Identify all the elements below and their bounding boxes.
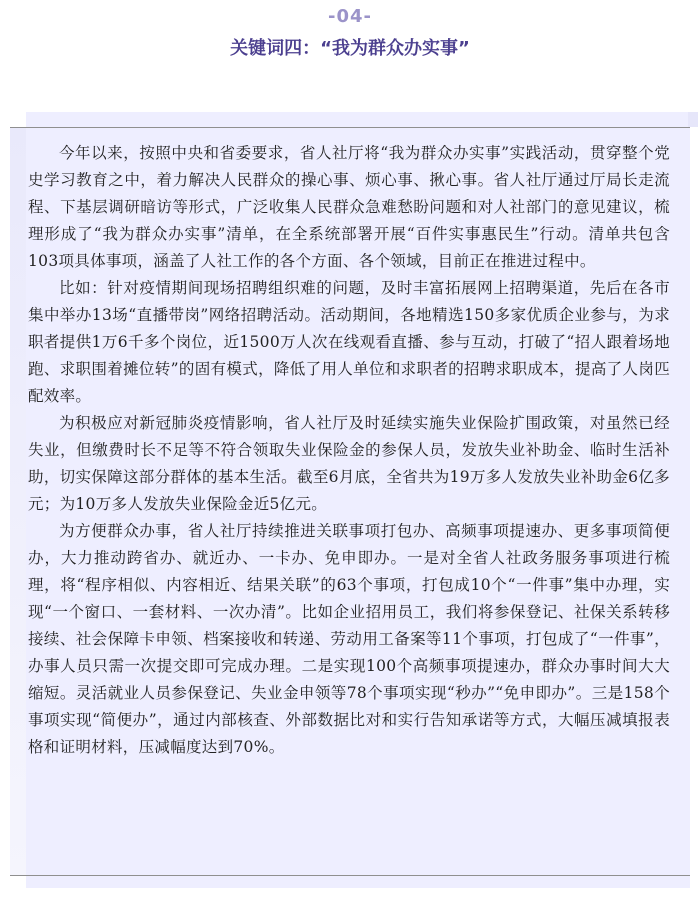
panel-right-shade [688, 112, 698, 127]
paragraph-2: 比如：针对疫情期间现场招聘组织难的问题，及时丰富拓展网上招聘渠道，先后在各市集中举办13场“直播带岗”网络招聘活动。活动期间，各地精选150多家优质企业参与，为求职者提供1万6千多个岗位，近1500万人次在线观看直播、参与互动，打破了“招人跟着场地跑、求职围着摊位转”的固有模式，降低了用人单位和求职者的招聘求职成本，提高了人岗匹配效率。 [28, 279, 670, 405]
section-number: -04- [328, 6, 372, 27]
paragraph-1: 今年以来，按照中央和省委要求，省人社厅将“我为群众办实事”实践活动，贯穿整个党史学习教育之中，着力解决人民群众的操心事、烦心事、揪心事。省人社厅通过厅局长走流程、下基层调研暗访等形式，广泛收集人民群众急难愁盼问题和对人社部门的意见建议，梳理形成了“我为群众办实事”清单，在全系统部署开展“百件实事惠民生”行动。清单共包含103项具体事项，涵盖了人社工作的各个方面、各个领域，目前正在推进过程中。 [28, 144, 670, 270]
article-body [28, 140, 670, 761]
paragraph-4: 为方便群众办事，省人社厅持续推进关联事项打包办、高频事项提速办、更多事项简便办，大力推动跨省办、就近办、一卡办、免申即办。一是对全省人社政务服务事项进行梳理，将“程序相似、内容相近、结果关联”的63个事项，打包成10个“一件事”集中办理，实现“一个窗口、一套材料、一次办清”。比如企业招用员工，我们将参保登记、社保关系转移接续、社会保障卡申领、档案接收和转递、劳动用工备案等11个事项，打包成了“一件事”，办事人员只需一次提交即可完成办理。二是实现100个高频事项提速办，群众办事时间大大缩短。灵活就业人员参保登记、失业金申领等78个事项实现“秒办”“免申即办”。三是158个事项实现“简便办”，通过内部核查、外部数据比对和实行告知承诺等方式，大幅压减填报表格和证明材料，压减幅度达到70%。 [28, 522, 670, 756]
top-divider [10, 127, 690, 128]
section-title: 关键词四：“我为群众办实事” [230, 38, 470, 59]
bottom-divider [10, 875, 690, 876]
paragraph-3: 为积极应对新冠肺炎疫情影响，省人社厅及时延续实施失业保险扩围政策，对虽然已经失业，但缴费时长不足等不符合领取失业保险金的参保人员，发放失业补助金、临时生活补助，切实保障这部分群体的基本生活。截至6月底，全省共为19万多人发放失业补助金6亿多元；为10万多人发放失业保险金近5亿元。 [28, 414, 670, 513]
panel-left-shade [10, 127, 26, 875]
